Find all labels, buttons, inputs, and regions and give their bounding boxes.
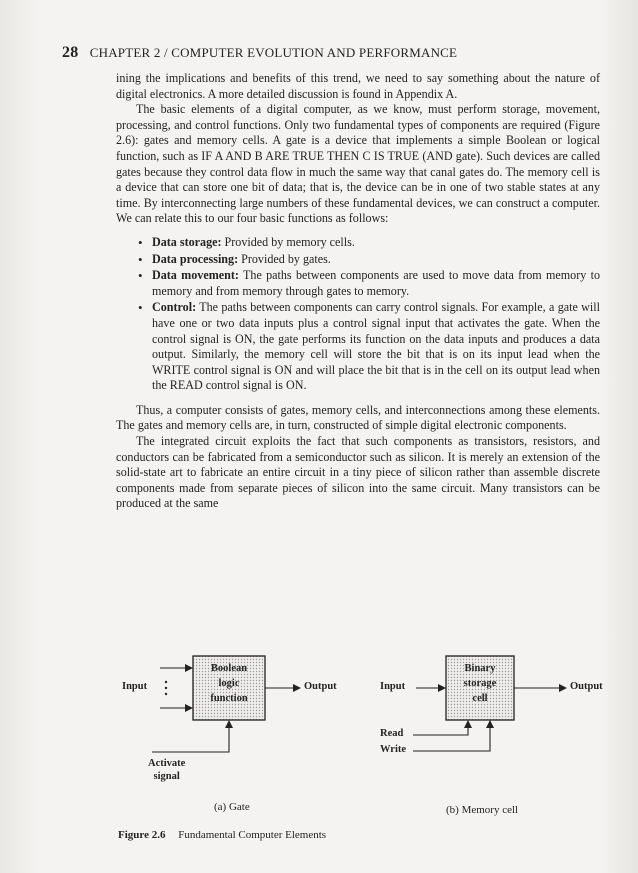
list-item — [152, 268, 600, 299]
write-label: Write — [380, 744, 407, 755]
function-list — [116, 235, 600, 394]
memory-box-line: cell — [472, 693, 488, 704]
body-text — [116, 71, 600, 512]
figure-number: Figure 2.6 — [118, 829, 166, 841]
gate-box-line: function — [210, 693, 248, 704]
memory-output-label: Output — [570, 681, 603, 692]
paragraph-1: ining the implications and benefits of this trend, we need to say something about the nature of digital electronics. A more detailed discussion is found in Appendix A. — [116, 71, 600, 101]
list-text: The paths between components are used to move data from memory to memory and from memory through gates to memory. — [152, 268, 600, 298]
gate-input-label: Input — [122, 681, 148, 692]
list-term: Control: — [152, 300, 197, 315]
gate-box-line: Boolean — [210, 663, 248, 674]
list-text: Provided by memory cells. — [221, 234, 355, 249]
page-number: 28 — [62, 44, 79, 61]
memory-input-label: Input — [380, 681, 406, 692]
memory-subcaption: (b) Memory cell — [446, 804, 519, 816]
activate-line: Activate — [148, 758, 186, 769]
figure-title: Fundamental Computer Elements — [178, 829, 327, 841]
paragraph-4: The integrated circuit exploits the fact that such components as transistors, resistors, and conductors can be fabricated from a semiconductor such as silicon. It is merely an extension of the solid-state art to fabricate an entire circuit in a tiny piece of silicon rather than assemble discrete components made from separate pieces of silicon into the same circuit. Many transistors can be produced at the same — [116, 434, 600, 511]
running-header — [62, 44, 622, 62]
memory-box-label — [446, 661, 514, 706]
gate-subcaption: (a) Gate — [214, 801, 250, 813]
paragraph-2: The basic elements of a digital computer, as we know, must perform storage, movement, processing, and control functions. Only two fundamental types of components are required (Figure 2.6): gates and memory cells. A gate is a device that implements a simple Boolean or logical function, such as IF A AND B ARE TRUE THEN C IS TRUE (AND gate). Such devices are called gates because they control data flow in much the same way that canal gates do. The memory cell is a device that can store one bit of data; that is, the device can be in one of two stable states at any time. By interconnecting large numbers of these fundamental devices, we can construct a computer. We can relate this to our four basic functions as follows: — [116, 102, 600, 226]
list-term: Data movement: — [152, 268, 239, 283]
activate-line: signal — [153, 771, 180, 782]
gate-box-line: logic — [218, 678, 240, 689]
activate-signal-label — [148, 757, 185, 783]
read-label: Read — [380, 728, 404, 739]
chapter-title: CHAPTER 2 / COMPUTER EVOLUTION AND PERFORMANCE — [89, 45, 458, 60]
figure-caption — [118, 829, 326, 841]
list-item — [152, 300, 600, 394]
list-text: The paths between components can carry control signals. For example, a gate will have one or two data inputs plus a control signal input that activates the gate. When the control signal is ON, the gate performs its function on the data inputs and produces a data output. Similarly, the memory cell will store the bit that is on its input lead when the WRITE control signal is ON and will place the bit that is in the cell on its output lead when the READ control signal is ON. — [152, 300, 600, 393]
list-item — [152, 252, 600, 268]
list-text: Provided by gates. — [238, 251, 331, 266]
paragraph-3: Thus, a computer consists of gates, memory cells, and interconnections among these elements. The gates and memory cells are, in turn, constructed of simple digital electronic components. — [116, 402, 600, 433]
list-item — [152, 235, 600, 251]
memory-box-line: Binary — [464, 663, 496, 674]
figure-2-6 — [0, 640, 638, 873]
gate-box-label — [193, 661, 265, 706]
gate-output-label: Output — [304, 681, 337, 692]
memory-box-line: storage — [463, 678, 497, 689]
list-term: Data storage: — [152, 234, 222, 249]
list-term: Data processing: — [152, 251, 239, 266]
